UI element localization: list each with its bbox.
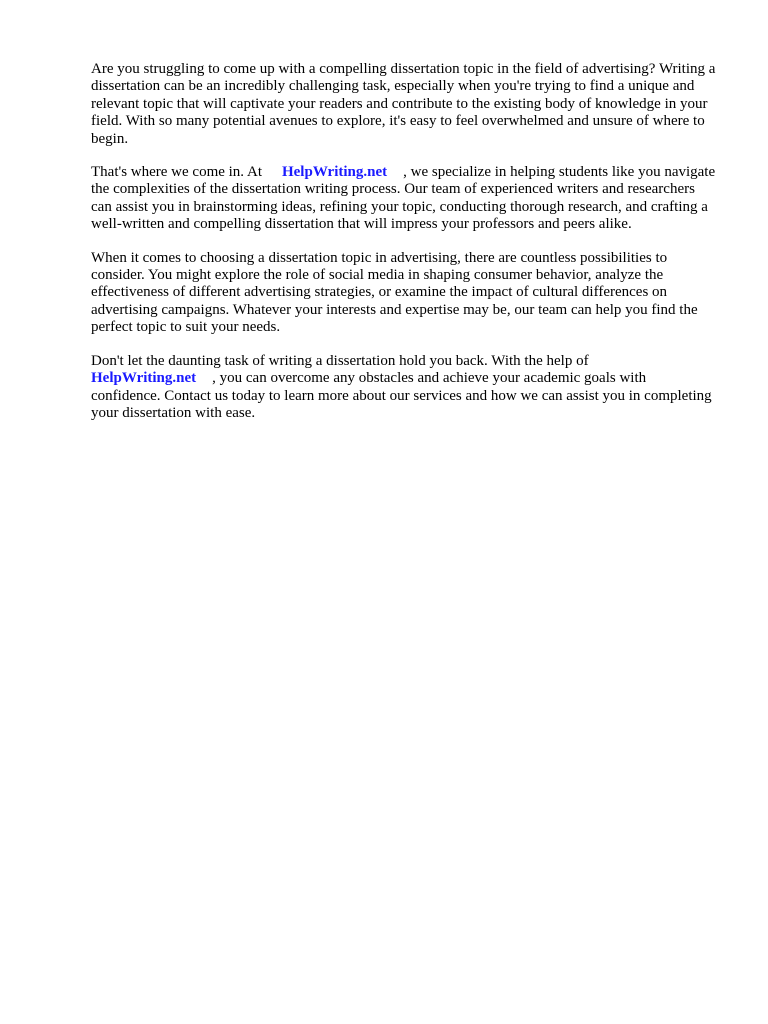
helpwriting-link-closing[interactable]: HelpWriting.net [91, 370, 197, 387]
paragraph-services-lead: That's where we come in. At [91, 164, 262, 181]
paragraph-services [91, 164, 716, 234]
paragraph-closing-lead: Don't let the daunting task of writing a dissertation hold you back. With the help of [91, 352, 589, 369]
paragraph-topics: When it comes to choosing a dissertation topic in advertising, there are countless possibilities to consider. You might explore the role of social media in shaping consumer behavior, analyze the effectiveness of different advertising strategies, or examine the impact of cultural differences on advertising campaigns. Whatever your interests and expertise may be, our team can help you find the perfect topic to suit your needs. [91, 249, 698, 336]
paragraph-services-rest: , we specialize in helping students like you navigate the complexities of the dissertation writing process. Our team of experienced writers and researchers can assist you in brainstorming ideas, refining your topic, conducting thorough research, and crafting a well-written and compelling dissertation that will impress your professors and peers alike. [91, 164, 716, 233]
paragraph-closing [91, 353, 716, 423]
paragraph-intro: Are you struggling to come up with a compelling dissertation topic in the field of advertising? Writing a dissertation can be an incredibly challenging task, especially when you're trying to find a unique and relevant topic that will captivate your readers and contribute to the existing body of knowledge in your field. With so many potential avenues to explore, it's easy to feel overwhelmed and unsure of where to begin. [91, 61, 716, 147]
document-page [91, 61, 716, 438]
paragraph-closing-rest: , you can overcome any obstacles and achieve your academic goals with confidence. Contact us today to learn more about our services and how we can assist you in completing your dissertation with ease. [91, 370, 712, 421]
helpwriting-link[interactable]: HelpWriting.net [281, 164, 388, 181]
